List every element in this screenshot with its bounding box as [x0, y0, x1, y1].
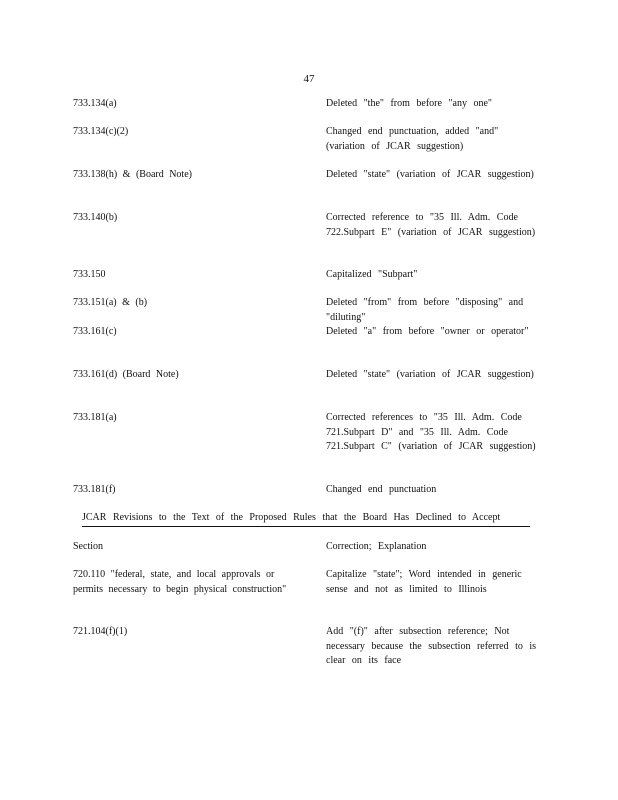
section-cell: 733.161(d) (Board Note): [73, 369, 179, 380]
section-cell: 721.104(f)(1): [73, 626, 128, 637]
page-number: 47: [303, 73, 315, 85]
correction-cell: Deleted "state" (variation of JCAR suggestion): [326, 369, 534, 380]
section-cell: 733.181(a): [73, 412, 117, 423]
section-cell: 733.140(b): [73, 212, 118, 223]
correction-column-header: Correction; Explanation: [326, 541, 427, 552]
correction-cell: Capitalize "state"; Word intended in generic sense and not as limited to Illinois: [326, 569, 522, 595]
correction-cell: Deleted "state" (variation of JCAR suggestion): [326, 169, 534, 180]
section-cell: 733.138(h) & (Board Note): [73, 169, 192, 180]
section-cell: 733.134(a): [73, 98, 117, 109]
correction-cell: Capitalized "Subpart": [326, 269, 418, 280]
correction-cell: Changed end punctuation, added "and" (variation of JCAR suggestion): [326, 126, 499, 152]
section-cell: 733.134(c)(2): [73, 126, 129, 137]
section-column-header: Section: [73, 541, 103, 552]
section-cell: 733.161(c): [73, 326, 117, 337]
correction-cell: Corrected references to "35 Ill. Adm. Code 721.Subpart D" and "35 Ill. Adm. Code 721.Subpart C" (variation of JCAR suggestion): [326, 412, 536, 452]
section-cell: 733.151(a) & (b): [73, 297, 148, 308]
correction-cell: Deleted "the" from before "any one": [326, 98, 492, 109]
section-cell: 733.150: [73, 269, 106, 280]
correction-cell: Deleted "a" from before "owner or operator": [326, 326, 529, 337]
correction-cell: Corrected reference to "35 Ill. Adm. Code 722.Subpart E" (variation of JCAR suggestion): [326, 212, 536, 238]
section-cell: 720.110 "federal, state, and local approvals or permits necessary to begin physical construction": [73, 569, 287, 595]
section-cell: 733.181(f): [73, 484, 116, 495]
correction-cell: Deleted "from" from before "disposing" and "diluting": [326, 297, 524, 323]
declined-revisions-heading: JCAR Revisions to the Text of the Proposed Rules that the Board Has Declined to Accept: [82, 511, 530, 527]
correction-cell: Add "(f)" after subsection reference; Not necessary because the subsection referred to is clear on its face: [326, 626, 537, 666]
correction-cell: Changed end punctuation: [326, 484, 437, 495]
